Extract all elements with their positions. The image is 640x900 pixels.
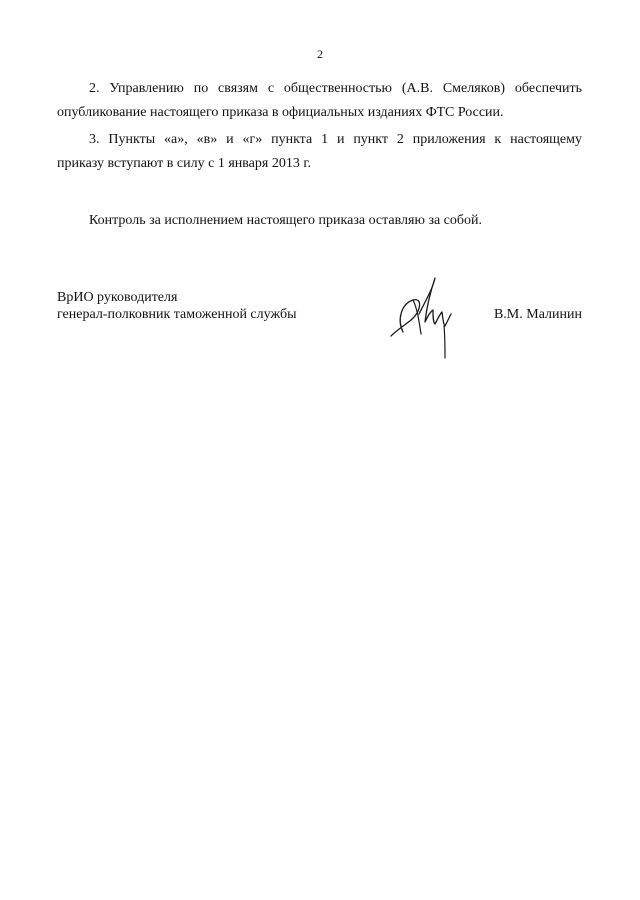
signatory-position-line-1: ВрИО руководителя: [57, 290, 178, 305]
paragraph-2-line-1: 2. Управлению по связям с общественностью (А.В. Смеляков) обеспечить: [89, 81, 582, 96]
signatory-name: В.М. Малинин: [493, 307, 582, 322]
paragraph-3-line-1: 3. Пункты «а», «в» и «г» пункта 1 и пункт 2 приложения к настоящему: [89, 132, 582, 147]
paragraph-2-line-2: опубликование настоящего приказа в официальных изданиях ФТС России.: [57, 105, 504, 120]
page-number: 2: [317, 47, 323, 61]
control-statement: Контроль за исполнением настоящего приказа оставляю за собой.: [89, 213, 483, 228]
handwritten-signature-icon: [383, 274, 455, 360]
signatory-position-line-2: генерал-полковник таможенной службы: [57, 307, 297, 322]
paragraph-3-line-2: приказу вступают в силу с 1 января 2013 г.: [57, 156, 311, 171]
